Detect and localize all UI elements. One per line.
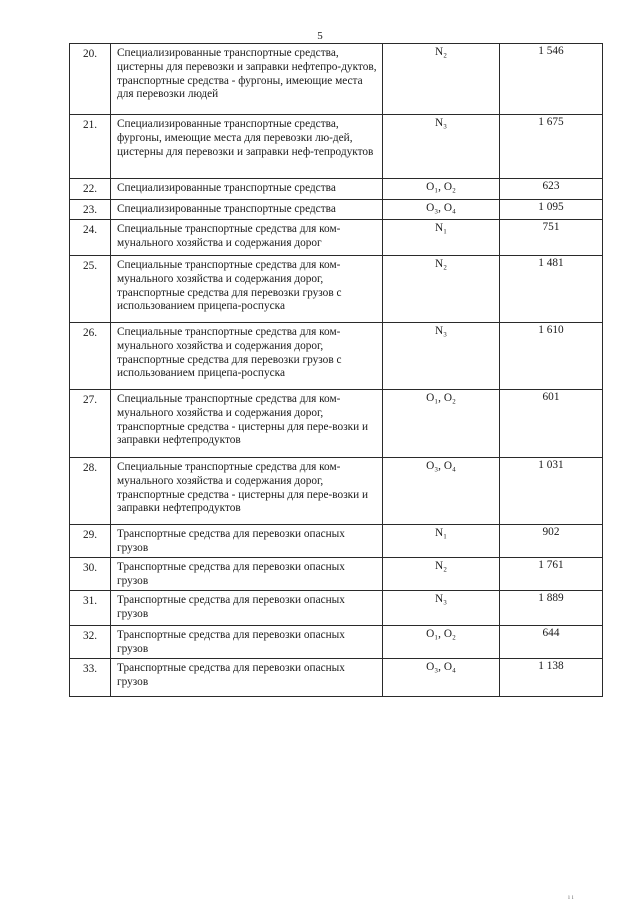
row-number: 22. bbox=[70, 179, 111, 200]
vehicle-description: Специальные транспортные средства для ком-мунального хозяйства и содержания дорог, транспортные средства для перевозки грузов с использованием прицепа-роспуска bbox=[111, 256, 383, 323]
vehicle-description: Специализированные транспортные средства, фургоны, имеющие места для перевозки лю-дей, цистерны для перевозки и заправки неф-тепродуктов bbox=[111, 115, 383, 179]
table-row bbox=[70, 525, 603, 558]
tariff-value: 623 bbox=[500, 179, 603, 200]
tariff-value: 1 761 bbox=[500, 558, 603, 591]
table-row bbox=[70, 390, 603, 458]
vehicle-category: N₃ bbox=[383, 115, 500, 179]
vehicle-category: N₃ bbox=[383, 591, 500, 626]
table-row bbox=[70, 558, 603, 591]
vehicle-category: O₃, O₄ bbox=[383, 659, 500, 697]
table-row bbox=[70, 323, 603, 390]
tariff-value: 1 889 bbox=[500, 591, 603, 626]
tariff-value: 1 095 bbox=[500, 200, 603, 220]
table-row bbox=[70, 591, 603, 626]
row-number: 33. bbox=[70, 659, 111, 697]
vehicle-category: N₁ bbox=[383, 525, 500, 558]
vehicle-description: Транспортные средства для перевозки опасных грузов bbox=[111, 659, 383, 697]
vehicle-description: Транспортные средства для перевозки опасных грузов bbox=[111, 591, 383, 626]
tariff-value: 601 bbox=[500, 390, 603, 458]
tariff-value: 1 481 bbox=[500, 256, 603, 323]
tariff-value: 1 031 bbox=[500, 458, 603, 525]
row-number: 25. bbox=[70, 256, 111, 323]
row-number: 29. bbox=[70, 525, 111, 558]
row-number: 23. bbox=[70, 200, 111, 220]
vehicle-description: Транспортные средства для перевозки опасных грузов bbox=[111, 558, 383, 591]
vehicle-description: Специализированные транспортные средства, цистерны для перевозки и заправки нефтепро-дуктов, транспортные средства - фургоны, имеющие места для перевозки людей bbox=[111, 44, 383, 115]
vehicle-category: N₂ bbox=[383, 44, 500, 115]
table-row bbox=[70, 220, 603, 256]
page-number: 5 bbox=[317, 30, 323, 42]
table-row bbox=[70, 200, 603, 220]
tariff-value: 1 610 bbox=[500, 323, 603, 390]
vehicle-description: Специализированные транспортные средства bbox=[111, 179, 383, 200]
row-number: 31. bbox=[70, 591, 111, 626]
vehicle-category: N₂ bbox=[383, 558, 500, 591]
tariff-value: 751 bbox=[500, 220, 603, 256]
row-number: 32. bbox=[70, 626, 111, 659]
vehicle-category: O₁, O₂ bbox=[383, 626, 500, 659]
table-row bbox=[70, 115, 603, 179]
vehicle-description: Специализированные транспортные средства bbox=[111, 200, 383, 220]
vehicle-category: O₃, O₄ bbox=[383, 200, 500, 220]
row-number: 20. bbox=[70, 44, 111, 115]
tariff-table bbox=[69, 43, 603, 697]
vehicle-description: Специальные транспортные средства для ком-мунального хозяйства и содержания дорог, транспортные средства - цистерны для пере-возки и заправки нефтепродуктов bbox=[111, 390, 383, 458]
vehicle-description: Транспортные средства для перевозки опасных грузов bbox=[111, 525, 383, 558]
tariff-value: 1 546 bbox=[500, 44, 603, 115]
table-row bbox=[70, 458, 603, 525]
row-number: 24. bbox=[70, 220, 111, 256]
vehicle-category: O₃, O₄ bbox=[383, 458, 500, 525]
table-row bbox=[70, 179, 603, 200]
tariff-value: 902 bbox=[500, 525, 603, 558]
table-row bbox=[70, 659, 603, 697]
vehicle-description: Специальные транспортные средства для ком-мунального хозяйства и содержания дорог, транспортные средства для перевозки грузов с использованием прицепа-роспуска bbox=[111, 323, 383, 390]
vehicle-description: Транспортные средства для перевозки опасных грузов bbox=[111, 626, 383, 659]
row-number: 26. bbox=[70, 323, 111, 390]
row-number: 30. bbox=[70, 558, 111, 591]
vehicle-category: O₁, O₂ bbox=[383, 390, 500, 458]
corner-mark: ı ı bbox=[568, 893, 574, 901]
vehicle-description: Специальные транспортные средства для ком-мунального хозяйства и содержания дорог, транспортные средства - цистерны для пере-возки и заправки нефтепродуктов bbox=[111, 458, 383, 525]
tariff-value: 644 bbox=[500, 626, 603, 659]
table-row bbox=[70, 256, 603, 323]
vehicle-category: N₂ bbox=[383, 256, 500, 323]
table-row bbox=[70, 626, 603, 659]
vehicle-category: N₁ bbox=[383, 220, 500, 256]
row-number: 27. bbox=[70, 390, 111, 458]
vehicle-category: O₁, O₂ bbox=[383, 179, 500, 200]
table-row bbox=[70, 44, 603, 115]
row-number: 21. bbox=[70, 115, 111, 179]
tariff-table-body bbox=[70, 44, 603, 697]
tariff-value: 1 138 bbox=[500, 659, 603, 697]
tariff-value: 1 675 bbox=[500, 115, 603, 179]
row-number: 28. bbox=[70, 458, 111, 525]
vehicle-category: N₃ bbox=[383, 323, 500, 390]
vehicle-description: Специальные транспортные средства для ком-мунального хозяйства и содержания дорог bbox=[111, 220, 383, 256]
